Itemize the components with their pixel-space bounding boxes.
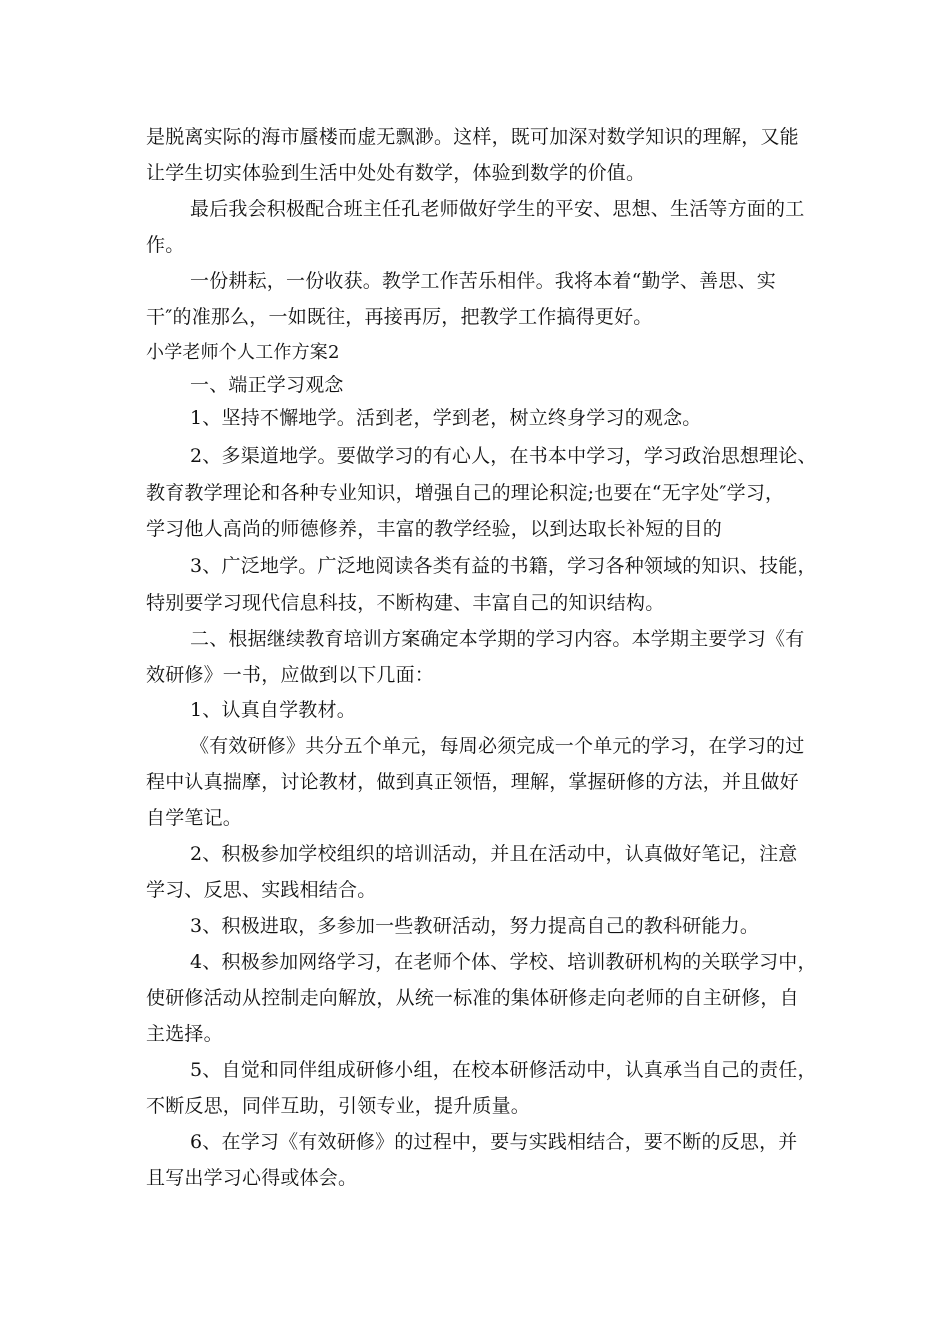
text-line: 使研修活动从控制走向解放，从统一标准的集体研修走向老师的自主研修，自 [146,987,799,1009]
text-line: 不断反思，同伴互助，引领专业，提升质量。 [146,1095,531,1117]
text-line: 教育教学理论和各种专业知识，增强自己的理论积淀;也要在“无字处″学习， [146,482,785,504]
text-line: 二、根据继续教育培训方案确定本学期的学习内容。本学期主要学习《有 [190,628,805,650]
text-line: 让学生切实体验到生活中处处有数学，体验到数学的价值。 [146,162,646,184]
text-line: 是脱离实际的海市蜃楼而虚无飘渺。这样，既可加深对数学知识的理解，又能 [146,126,799,148]
section-title: 小学老师个人工作方案2 [146,342,340,363]
text-line: 2、积极参加学校组织的培训活动，并且在活动中，认真做好笔记，注意 [190,843,798,865]
text-line: 一份耕耘，一份收获。教学工作苦乐相伴。我将本着“勤学、善思、实 [190,270,776,292]
text-line: 学习他人高尚的师德修养，丰富的教学经验，以到达取长补短的目的 [146,518,723,540]
text-line: 《有效研修》共分五个单元，每周必须完成一个单元的学习，在学习的过 [190,735,805,757]
text-line: 最后我会积极配合班主任孔老师做好学生的平安、思想、生活等方面的工 [190,198,805,220]
text-line: 程中认真揣摩，讨论教材，做到真正领悟，理解，掌握研修的方法，并且做好 [146,771,799,793]
text-line: 作。 [146,234,185,256]
text-line: 1、坚持不懈地学。活到老，学到老，树立终身学习的观念。 [190,407,702,429]
text-line: 特别要学习现代信息科技，不断构建、丰富自己的知识结构。 [146,592,665,614]
text-line: 1、认真自学教材。 [190,699,356,721]
text-line: 且写出学习心得或体会。 [146,1167,358,1189]
text-line: 4、积极参加网络学习，在老师个体、学校、培训教研机构的关联学习中， [190,951,817,973]
text-line: 主选择。 [146,1023,223,1045]
text-line: 干″的准那么，一如既往，再接再厉，把教学工作搞得更好。 [146,306,653,328]
text-line: 5、自觉和同伴组成研修小组，在校本研修活动中，认真承当自己的责任， [190,1059,817,1081]
text-line: 一、端正学习观念 [190,374,344,396]
text-line: 3、广泛地学。广泛地阅读各类有益的书籍，学习各种领域的知识、技能， [190,555,817,577]
text-line: 效研修》一书，应做到以下几面： [146,664,435,686]
text-line: 2、多渠道地学。要做学习的有心人，在书本中学习，学习政治思想理论、 [190,445,817,467]
text-line: 3、积极进取，多参加一些教研活动，努力提高自己的教科研能力。 [190,915,760,937]
text-line: 自学笔记。 [146,807,243,829]
text-line: 学习、反思、实践相结合。 [146,879,377,901]
text-line: 6、在学习《有效研修》的过程中，要与实践相结合，要不断的反思，并 [190,1131,798,1153]
